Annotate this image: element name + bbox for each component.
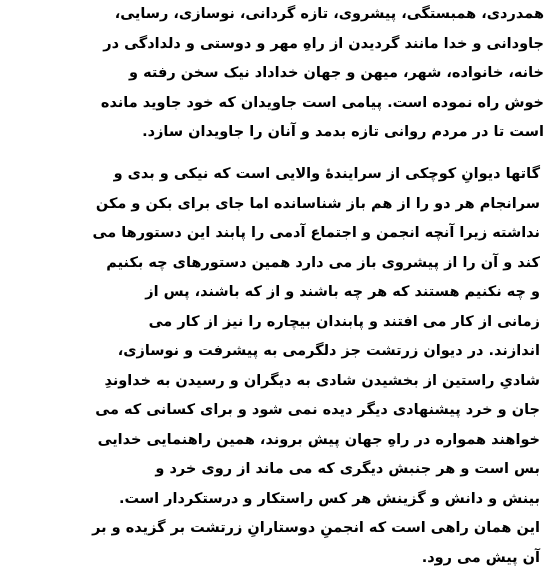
paragraph-1 [14,0,544,148]
text-line: سرانجام هر دو را از هم باز شناسانده اما جای برای بکن و مکن [95,195,540,212]
text-line: شادیِ راستین از بخشیدن شادی به دیگران و رسیدن به خداوندِ [104,372,540,389]
text-line: همدردی، همبستگی، پیشروی، تازه گردانی، نوسازی، رسایی، [114,6,544,22]
text-line: خوش راه نموده است. پیامی است جاویدان که خود جاوید مانده [100,94,544,111]
text-line: و چه نکنیم هستند که هر چه باشند و از که باشند، پس از [145,284,540,300]
text-line: کند و آن را از پیشروی باز می دارد همین دستورهای چه بکنیم [106,254,540,271]
text-line: اندازند. در دیوان زرتشت جز دلگرمی به پیشرفت و نوسازی، [117,343,540,359]
text-line: جان و خرد پیشنهادی دیگر دیده نمی شود و برای کسانی که می [95,402,540,418]
text-line: است تا در مردم روانی تازه بدمد و آنان را جاویدان سازد. [142,124,544,140]
text-line: بس است و هر جنبش دیگری که می ماند از روی خرد و [155,461,540,477]
text-line: نداشته زیرا آنچه انجمن و اجتماع آدمی را پابند این دستورها می [92,225,540,241]
paragraph-2 [14,160,540,573]
text-line: جاودانی و خدا مانند گردیدن از راهِ مهر و دوستی و دلدادگی در [103,35,544,52]
text-line: بینش و دانش و گزینش هر کس راستکار و درستکردار است. [119,490,540,507]
text-line: آن پیش می رود. [421,549,540,566]
text-line: خواهند همواره در راهِ جهان پیش بروند، همین راهنمایی خدایی [97,431,540,448]
text-line: این همان راهی است که انجمنِ دوستارانِ زرتشت بر گزیده و بر [92,520,540,536]
text-line: گاتها دیوانِ کوچکی از سرایندهٔ والایی است که نیکی و بدی و [113,166,540,182]
text-line: زمانی از کار می افتند و پابندان بیچاره را نیز از کار می [148,313,540,330]
text-line: خانه، خانواده، شهر، میهن و جهان خداداد نیک سخن رفته و [129,65,544,81]
